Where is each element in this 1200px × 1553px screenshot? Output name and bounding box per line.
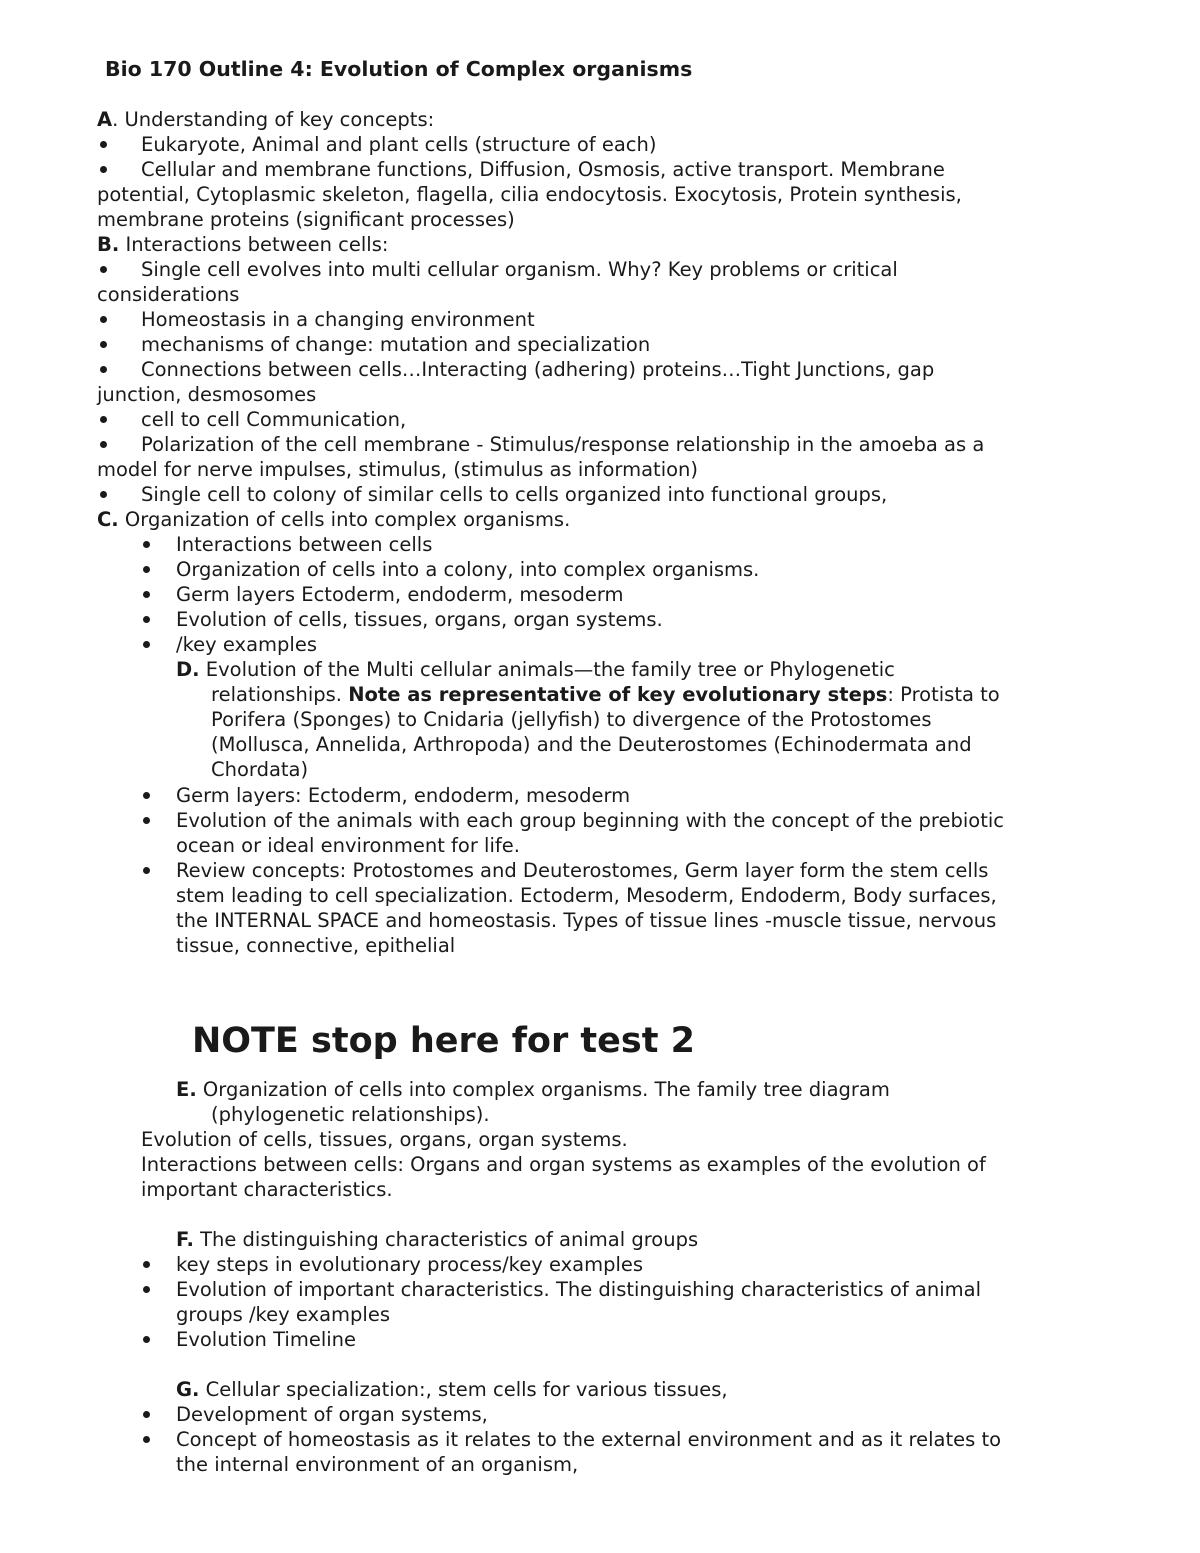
section-d-bullet-2-line-2: ocean or ideal environment for life. [176, 834, 520, 857]
section-d-line-2-end: : Protista to [887, 683, 1000, 706]
section-c-heading-text: Organization of cells into complex organisms. [118, 508, 571, 531]
bullet-icon [143, 1411, 150, 1418]
section-e-paragraph-2-line-1: Interactions between cells: Organs and organ systems as examples of the evolution of [141, 1153, 986, 1176]
section-f-heading [176, 1227, 698, 1252]
section-g-letter: G. [176, 1378, 200, 1401]
section-g-heading [176, 1377, 728, 1402]
section-b-bullet-1-line-1: Single cell evolves into multi cellular organism. Why? Key problems or critical [141, 258, 898, 281]
section-d-bullet-1: Germ layers: Ectoderm, endoderm, mesoderm [176, 784, 631, 807]
section-b-bullet-5: cell to cell Communication, [141, 408, 407, 431]
section-b-bullet-4-line-1: Connections between cells…Interacting (adhering) proteins…Tight Junctions, gap [141, 358, 935, 381]
bullet-icon [143, 616, 150, 623]
bullet-icon [100, 416, 107, 423]
section-a-bullet-2-line-1: Cellular and membrane functions, Diffusion, Osmosis, active transport. Membrane [141, 158, 945, 181]
bullet-icon [143, 566, 150, 573]
bullet-icon [143, 541, 150, 548]
bullet-icon [143, 1436, 150, 1443]
section-d-letter: D. [176, 658, 200, 681]
section-g-bullet-2-line-1: Concept of homeostasis as it relates to the external environment and as it relates to [176, 1428, 1002, 1451]
section-c-bullet-2: Organization of cells into a colony, into complex organisms. [176, 558, 760, 581]
bullet-icon [100, 166, 107, 173]
test-note-heading: NOTE stop here for test 2 [192, 1021, 695, 1061]
section-b-bullet-7: Single cell to colony of similar cells to cells organized into functional groups, [141, 483, 888, 506]
section-f-heading-text: The distinguishing characteristics of animal groups [193, 1228, 699, 1251]
section-d-bullet-2-line-1: Evolution of the animals with each group beginning with the concept of the prebiotic [176, 809, 1005, 832]
section-b-heading-text: Interactions between cells: [119, 233, 389, 256]
bullet-icon [100, 441, 107, 448]
section-e-paragraph-1: Evolution of cells, tissues, organs, organ systems. [141, 1128, 628, 1151]
section-d-line-1: Evolution of the Multi cellular animals—the family tree or Phylogenetic [199, 658, 895, 681]
section-a-letter: A [97, 108, 113, 131]
section-b-bullet-1-line-2: considerations [97, 283, 240, 306]
section-f-letter: F. [176, 1228, 194, 1251]
section-d-bullet-3-line-4: tissue, connective, epithelial [176, 934, 456, 957]
bullet-icon [143, 591, 150, 598]
bullet-icon [100, 491, 107, 498]
section-d-line-2-start: relationships. [211, 683, 349, 706]
section-a-heading [97, 107, 434, 132]
section-g-bullet-2-line-2: the internal environment of an organism, [176, 1453, 579, 1476]
section-b-heading [97, 232, 388, 257]
section-f-bullet-1: key steps in evolutionary process/key examples [176, 1253, 644, 1276]
section-a-bullet-1: Eukaryote, Animal and plant cells (structure of each) [141, 133, 657, 156]
section-d-line-3: Porifera (Sponges) to Cnidaria (jellyfish) to divergence of the Protostomes [211, 708, 932, 731]
section-a-bullet-2-line-2: potential, Cytoplasmic skeleton, flagella, cilia endocytosis. Exocytosis, Protein synthesis, [97, 183, 962, 206]
bullet-icon [100, 366, 107, 373]
bullet-icon [100, 341, 107, 348]
section-g-bullet-1: Development of organ systems, [176, 1403, 488, 1426]
section-e-line-1: Organization of cells into complex organisms. The family tree diagram [196, 1078, 890, 1101]
section-b-bullet-2: Homeostasis in a changing environment [141, 308, 535, 331]
section-e-paragraph-2-line-2: important characteristics. [141, 1178, 393, 1201]
section-b-bullet-6-line-2: model for nerve impulses, stimulus, (stimulus as information) [97, 458, 699, 481]
bullet-icon [143, 1286, 150, 1293]
section-d-emphasis: Note as representative of key evolutionary steps [348, 683, 888, 706]
section-a-heading-text: . Understanding of key concepts: [112, 108, 435, 131]
section-c-bullet-5: /key examples [176, 633, 317, 656]
section-d-bullet-3-line-3: the INTERNAL SPACE and homeostasis. Types of tissue lines -muscle tissue, nervous [176, 909, 997, 932]
section-a-bullet-2-line-3: membrane proteins (significant processes) [97, 208, 515, 231]
section-g-heading-text: Cellular specialization:, stem cells for various tissues, [199, 1378, 728, 1401]
section-c-letter: C. [97, 508, 119, 531]
bullet-icon [100, 316, 107, 323]
section-e-line-2: (phylogenetic relationships). [211, 1103, 490, 1126]
bullet-icon [143, 641, 150, 648]
section-f-bullet-3: Evolution Timeline [176, 1328, 357, 1351]
section-d-bullet-3-line-2: stem leading to cell specialization. Ectoderm, Mesoderm, Endoderm, Body surfaces, [176, 884, 997, 907]
bullet-icon [143, 817, 150, 824]
section-c-bullet-4: Evolution of cells, tissues, organs, organ systems. [176, 608, 663, 631]
section-c-bullet-1: Interactions between cells [176, 533, 433, 556]
section-d-bullet-3-line-1: Review concepts: Protostomes and Deuterostomes, Germ layer form the stem cells [176, 859, 989, 882]
section-d-line-4: (Mollusca, Annelida, Arthropoda) and the Deuterostomes (Echinodermata and [211, 733, 972, 756]
section-d-line-2 [211, 682, 1000, 707]
section-d-heading [176, 657, 895, 682]
section-b-bullet-3: mechanisms of change: mutation and specialization [141, 333, 651, 356]
section-c-heading [97, 507, 570, 532]
section-b-letter: B. [97, 233, 120, 256]
section-c-bullet-3: Germ layers Ectoderm, endoderm, mesoderm [176, 583, 624, 606]
section-e-heading [176, 1077, 890, 1102]
section-d-line-5: Chordata) [211, 758, 309, 781]
bullet-icon [100, 141, 107, 148]
bullet-icon [143, 792, 150, 799]
bullet-icon [143, 867, 150, 874]
bullet-icon [143, 1261, 150, 1268]
section-f-bullet-2-line-2: groups /key examples [176, 1303, 390, 1326]
document-title: Bio 170 Outline 4: Evolution of Complex organisms [105, 57, 693, 81]
bullet-icon [100, 266, 107, 273]
section-f-bullet-2-line-1: Evolution of important characteristics. The distinguishing characteristics of animal [176, 1278, 981, 1301]
section-b-bullet-4-line-2: junction, desmosomes [97, 383, 317, 406]
bullet-icon [143, 1336, 150, 1343]
section-e-letter: E. [176, 1078, 197, 1101]
section-b-bullet-6-line-1: Polarization of the cell membrane - Stimulus/response relationship in the amoeba as a [141, 433, 985, 456]
